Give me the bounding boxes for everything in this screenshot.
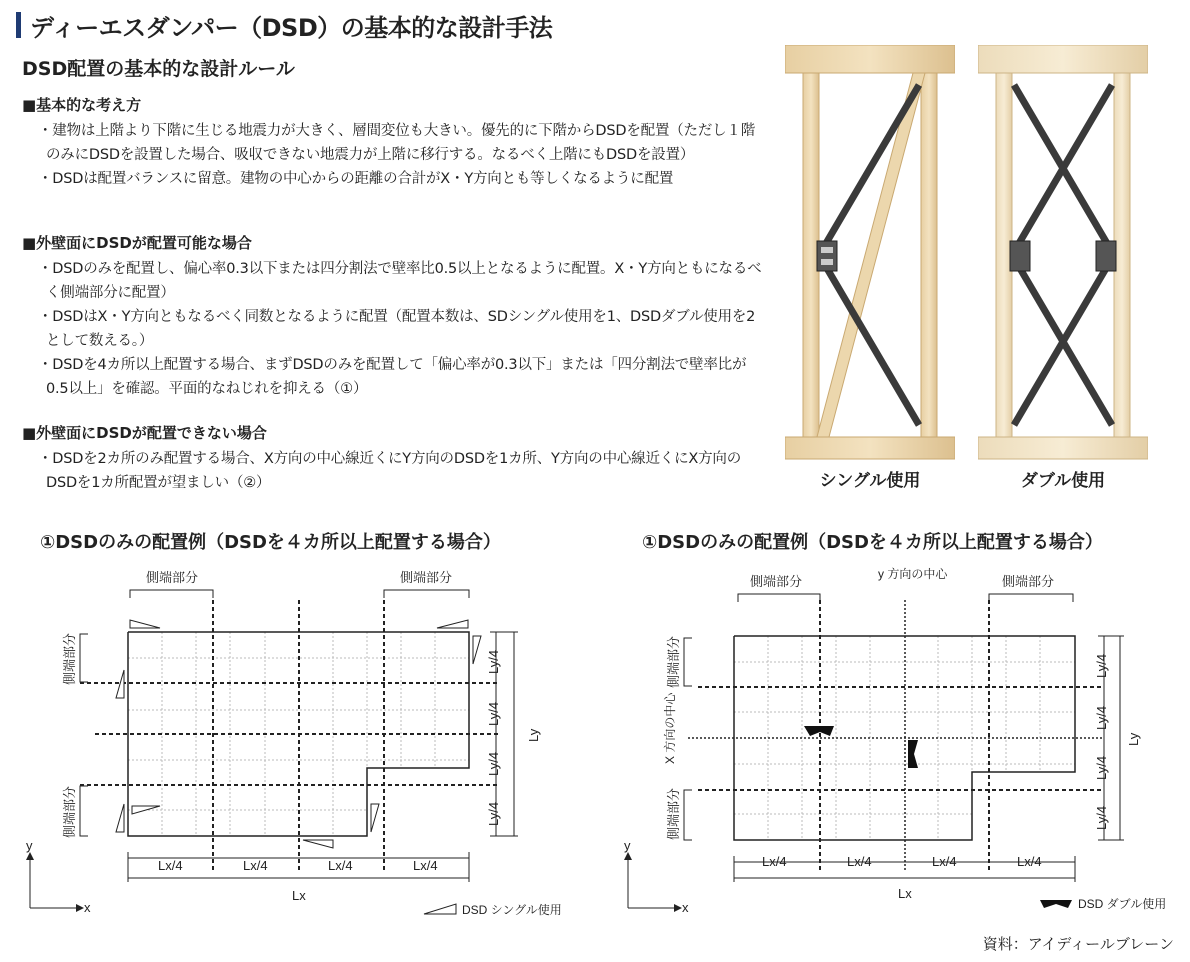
y-total-label: Ly (526, 728, 541, 742)
y-center-label: y 方向の中心 (878, 567, 948, 581)
single-damper-frame-photo (785, 45, 955, 460)
side-bracket-top-right (384, 590, 469, 598)
bullet-text: ・建物は上階より下階に生じる地震力が大きく、層間変位も大きい。優先的に下階からDSDを配置（ただし１階のみにDSDを設置した場合、吸収できない地震力が上階に移行する。なるべく上階にもDSDを設置） (38, 123, 756, 163)
side-bracket-top-left (130, 590, 213, 598)
x-axis-arrowhead (76, 904, 84, 912)
page-title: ディーエスダンパー（DSD）の基本的な設計手法 (30, 14, 553, 42)
legend-label: DSD シングル使用 (462, 903, 562, 917)
x-division-label: Lx/4 (413, 858, 438, 873)
section-exterior-impossible (22, 422, 762, 495)
diagram-1-single-placement (0, 560, 590, 930)
side-bracket-top-left (738, 594, 820, 602)
y-division-label: Ly/4 (486, 801, 501, 826)
center-lines (688, 600, 1104, 870)
section-heading: ■外壁面にDSDが配置できない場合 (22, 424, 267, 442)
section-heading: ■外壁面にDSDが配置可能な場合 (22, 234, 252, 252)
x-division-label: Lx/4 (158, 858, 183, 873)
section-exterior-possible (22, 232, 762, 401)
x-total-label: Lx (898, 886, 912, 901)
page-subtitle: DSD配置の基本的な設計ルール (22, 58, 295, 80)
side-bracket-left-top (80, 634, 88, 682)
y-division-label: Ly/4 (486, 701, 501, 726)
side-bracket-left-bottom (684, 790, 692, 840)
side-bracket-left-top (684, 638, 692, 686)
y-division-label: Ly/4 (486, 649, 501, 674)
side-label: 側端部分 (62, 785, 77, 838)
side-bracket-left-bottom (80, 786, 88, 836)
legend-double-icon (1040, 900, 1072, 908)
y-axis-arrowhead (624, 852, 632, 860)
side-label: 側端部分 (146, 570, 199, 585)
x-axis-arrowhead (674, 904, 682, 912)
y-division-label: Ly/4 (486, 751, 501, 776)
bullet-text: ・DSDはX・Y方向ともなるべく同数となるように配置（配置本数は、SDシングル使用を1、DSDダブル使用を2として数える。） (38, 309, 756, 349)
title-accent-bar (16, 12, 21, 38)
x-division-label: Lx/4 (328, 858, 353, 873)
axis-y-label: y (624, 838, 631, 853)
double-damper-frame-photo (978, 45, 1148, 460)
side-bracket-top-right (989, 594, 1073, 602)
y-division-label: Ly/4 (1094, 805, 1109, 830)
side-label: 側端部分 (666, 635, 681, 688)
x-division-label: Lx/4 (932, 854, 957, 869)
axis-y-label: y (26, 838, 33, 853)
side-label: 側端部分 (750, 574, 803, 589)
diagram-2-title: ①DSDのみの配置例（DSDを４カ所以上配置する場合） (642, 532, 1103, 553)
dsd-double-marker-y (908, 740, 918, 768)
bullet-text: ・DSDを2カ所のみ配置する場合、X方向の中心線近くにY方向のDSDを1カ所、Y方向の中心線近くにX方向のDSDを1カ所配置が望ましい（②） (38, 451, 741, 491)
axis-arrows (628, 858, 676, 908)
section-heading: ■基本的な考え方 (22, 96, 142, 114)
x-total-label: Lx (292, 888, 306, 903)
side-label: 側端部分 (666, 787, 681, 840)
y-division-label: Ly/4 (1094, 705, 1109, 730)
diagram-1-title: ①DSDのみの配置例（DSDを４カ所以上配置する場合） (40, 532, 501, 553)
side-label: 側端部分 (1002, 574, 1055, 589)
bullet-text: ・DSDは配置バランスに留意。建物の中心からの距離の合計がX・Y方向とも等しくなるように配置 (38, 171, 674, 187)
x-division-label: Lx/4 (847, 854, 872, 869)
section-basic-concept (22, 94, 762, 191)
y-axis-arrowhead (26, 852, 34, 860)
x-division-label: Lx/4 (762, 854, 787, 869)
legend-single-icon (424, 904, 456, 914)
legend-label: DSD ダブル使用 (1078, 897, 1167, 911)
axis-arrows (30, 858, 78, 908)
y-division-label: Ly/4 (1094, 755, 1109, 780)
y-division-label: Ly/4 (1094, 653, 1109, 678)
source-credit: 資料：アイディールブレーン (982, 935, 1174, 953)
single-use-caption: シングル使用 (819, 471, 921, 491)
x-center-label: X 方向の中心 (663, 692, 677, 764)
x-division-label: Lx/4 (243, 858, 268, 873)
x-division-label: Lx/4 (1017, 854, 1042, 869)
quarter-lines (80, 600, 500, 870)
side-label: 側端部分 (62, 632, 77, 685)
bullet-text: ・DSDのみを配置し、偏心率0.3以下または四分割法で壁率比0.5以上となるように配置。X・Y方向ともになるべく側端部分に配置） (38, 261, 762, 301)
double-use-caption: ダブル使用 (1020, 471, 1106, 491)
side-label: 側端部分 (400, 570, 453, 585)
diagram-2-double-placement (598, 560, 1190, 930)
quarter-lines (698, 600, 1104, 870)
bullet-text: ・DSDを4カ所以上配置する場合、まずDSDのみを配置して「偏心率が0.3以下」または「四分割法で壁率比が0.5以上」を確認。平面的なねじれを抑える（①） (38, 357, 747, 397)
axis-x-label: x (84, 900, 91, 915)
axis-x-label: x (682, 900, 689, 915)
y-total-label: Ly (1126, 732, 1141, 746)
